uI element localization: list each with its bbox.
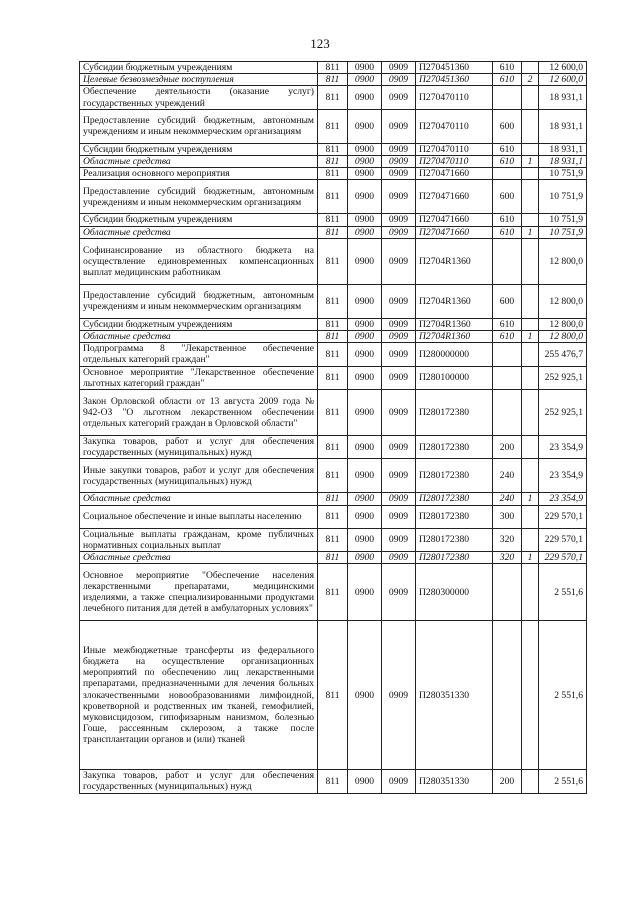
row-ministry-code: 811 [318,62,348,74]
row-funding-source [522,366,539,389]
row-subsection-code: 0909 [382,770,416,793]
row-section-code: 0900 [348,331,382,343]
row-target-article: П2704R1360 [416,238,493,284]
row-amount: 12 800,0 [539,318,587,330]
row-name: Реализация основного мероприятия [80,168,318,180]
table-row [80,564,587,621]
table-row [80,156,587,168]
row-funding-source [522,62,539,74]
row-ministry-code: 811 [318,770,348,793]
row-subsection-code: 0909 [382,284,416,318]
row-name: Областные средства [80,493,318,505]
row-expense-type [493,168,522,180]
row-target-article: П280351330 [416,770,493,793]
row-expense-type [493,564,522,621]
row-ministry-code: 811 [318,505,348,528]
row-subsection-code: 0909 [382,226,416,238]
row-amount: 2 551,6 [539,770,587,793]
row-amount: 12 800,0 [539,284,587,318]
row-expense-type [493,238,522,284]
row-name: Субсидии бюджетным учреждениям [80,214,318,226]
row-ministry-code: 811 [318,621,348,770]
row-target-article: П280172380 [416,390,493,436]
row-subsection-code: 0909 [382,180,416,214]
row-ministry-code: 811 [318,109,348,143]
table-row [80,109,587,143]
row-amount: 229 570,1 [539,552,587,564]
row-expense-type: 300 [493,505,522,528]
row-section-code: 0900 [348,62,382,74]
row-section-code: 0900 [348,528,382,551]
row-section-code: 0900 [348,214,382,226]
table-row [80,238,587,284]
row-name: Софинансирование из областного бюджета на осуществление единовременных компенсационных выплат медицинским работникам [80,238,318,284]
row-ministry-code: 811 [318,436,348,459]
row-amount: 10 751,9 [539,168,587,180]
row-ministry-code: 811 [318,390,348,436]
row-ministry-code: 811 [318,226,348,238]
row-section-code: 0900 [348,168,382,180]
table-row [80,168,587,180]
row-target-article: П280100000 [416,366,493,389]
row-target-article: П2704R1360 [416,318,493,330]
row-subsection-code: 0909 [382,528,416,551]
row-section-code: 0900 [348,343,382,366]
row-funding-source: 2 [522,74,539,86]
row-section-code: 0900 [348,143,382,155]
table-row [80,366,587,389]
row-amount: 252 925,1 [539,366,587,389]
row-section-code: 0900 [348,318,382,330]
row-target-article: П270451360 [416,74,493,86]
row-subsection-code: 0909 [382,109,416,143]
row-funding-source [522,318,539,330]
row-subsection-code: 0909 [382,564,416,621]
row-name: Закупка товаров, работ и услуг для обеспечения государственных (муниципальных) нужд [80,770,318,793]
row-ministry-code: 811 [318,493,348,505]
row-section-code: 0900 [348,390,382,436]
row-funding-source: 1 [522,552,539,564]
row-amount: 12 800,0 [539,238,587,284]
row-section-code: 0900 [348,74,382,86]
table-row [80,226,587,238]
row-target-article: П280172380 [416,493,493,505]
row-funding-source [522,459,539,493]
row-expense-type [493,366,522,389]
row-section-code: 0900 [348,505,382,528]
table-row [80,552,587,564]
row-amount: 252 925,1 [539,390,587,436]
row-funding-source [522,86,539,109]
row-name: Основное мероприятие "Обеспечение населения лекарственными препаратами, медицинскими изделиями, а также специализированными продуктами лечебного питания для детей в амбулаторных условиях" [80,564,318,621]
row-name: Обеспечение деятельности (оказание услуг) государственных учреждений [80,86,318,109]
row-funding-source [522,528,539,551]
row-expense-type: 320 [493,528,522,551]
row-expense-type [493,86,522,109]
row-expense-type: 610 [493,74,522,86]
row-subsection-code: 0909 [382,86,416,109]
row-amount: 18 931,1 [539,156,587,168]
page-number: 123 [310,36,330,51]
row-ministry-code: 811 [318,180,348,214]
table-row [80,390,587,436]
row-name: Закон Орловской области от 13 августа 2009 года № 942-ОЗ "О льготном лекарственном обеспечении отдельных категорий граждан в Орловской области" [80,390,318,436]
row-section-code: 0900 [348,156,382,168]
row-name: Областные средства [80,156,318,168]
row-subsection-code: 0909 [382,343,416,366]
row-funding-source [522,390,539,436]
row-amount: 18 931,1 [539,86,587,109]
row-ministry-code: 811 [318,214,348,226]
table-row [80,74,587,86]
row-name: Субсидии бюджетным учреждениям [80,318,318,330]
row-amount: 23 354,9 [539,459,587,493]
table-row [80,343,587,366]
row-ministry-code: 811 [318,156,348,168]
row-expense-type: 240 [493,459,522,493]
row-amount: 23 354,9 [539,436,587,459]
row-funding-source: 1 [522,331,539,343]
row-subsection-code: 0909 [382,238,416,284]
row-funding-source [522,238,539,284]
row-amount: 10 751,9 [539,214,587,226]
row-subsection-code: 0909 [382,366,416,389]
row-funding-source [522,214,539,226]
row-name: Иные закупки товаров, работ и услуг для обеспечения государственных (муниципальных) нужд [80,459,318,493]
row-expense-type: 610 [493,318,522,330]
row-target-article: П270471660 [416,226,493,238]
row-target-article: П270470110 [416,86,493,109]
row-expense-type: 610 [493,226,522,238]
row-funding-source [522,143,539,155]
row-expense-type [493,343,522,366]
row-target-article: П270470110 [416,109,493,143]
row-expense-type: 600 [493,284,522,318]
table-row [80,770,587,793]
row-funding-source [522,168,539,180]
row-amount: 12 600,0 [539,62,587,74]
row-subsection-code: 0909 [382,552,416,564]
row-funding-source [522,436,539,459]
row-ministry-code: 811 [318,74,348,86]
row-expense-type: 610 [493,156,522,168]
row-section-code: 0900 [348,493,382,505]
row-name: Закупка товаров, работ и услуг для обеспечения государственных (муниципальных) нужд [80,436,318,459]
row-expense-type: 600 [493,180,522,214]
row-target-article: П280300000 [416,564,493,621]
row-subsection-code: 0909 [382,621,416,770]
row-amount: 12 600,0 [539,74,587,86]
row-section-code: 0900 [348,621,382,770]
row-expense-type [493,390,522,436]
row-ministry-code: 811 [318,552,348,564]
row-funding-source [522,564,539,621]
row-ministry-code: 811 [318,143,348,155]
row-section-code: 0900 [348,552,382,564]
row-expense-type: 610 [493,331,522,343]
table-row [80,331,587,343]
table-row [80,62,587,74]
row-name: Социальные выплаты гражданам, кроме публичных нормативных социальных выплат [80,528,318,551]
table-row [80,505,587,528]
row-target-article: П280172380 [416,436,493,459]
table-row [80,459,587,493]
row-expense-type: 600 [493,109,522,143]
row-funding-source [522,343,539,366]
row-section-code: 0900 [348,436,382,459]
row-section-code: 0900 [348,284,382,318]
table-row [80,86,587,109]
row-subsection-code: 0909 [382,505,416,528]
row-amount: 229 570,1 [539,528,587,551]
row-funding-source [522,284,539,318]
row-ministry-code: 811 [318,331,348,343]
row-target-article: П270470110 [416,143,493,155]
row-target-article: П280172380 [416,552,493,564]
row-subsection-code: 0909 [382,168,416,180]
table-row [80,180,587,214]
row-name: Предоставление субсидий бюджетным, автономным учреждениям и иным некоммерческим организациям [80,180,318,214]
row-name: Целевые безвозмездные поступления [80,74,318,86]
table-row [80,493,587,505]
row-ministry-code: 811 [318,318,348,330]
row-section-code: 0900 [348,180,382,214]
row-funding-source [522,621,539,770]
table-row [80,284,587,318]
table-row [80,528,587,551]
row-name: Основное мероприятие "Лекарственное обеспечение льготных категорий граждан" [80,366,318,389]
row-subsection-code: 0909 [382,493,416,505]
row-name: Предоставление субсидий бюджетным, автономным учреждениям и иным некоммерческим организациям [80,109,318,143]
row-ministry-code: 811 [318,86,348,109]
row-ministry-code: 811 [318,343,348,366]
row-expense-type: 200 [493,770,522,793]
budget-table [79,61,587,794]
row-expense-type: 610 [493,143,522,155]
table-row [80,318,587,330]
row-ministry-code: 811 [318,366,348,389]
row-name: Субсидии бюджетным учреждениям [80,62,318,74]
row-expense-type: 200 [493,436,522,459]
row-amount: 23 354,9 [539,493,587,505]
row-target-article: П280172380 [416,459,493,493]
row-expense-type: 320 [493,552,522,564]
row-name: Предоставление субсидий бюджетным, автономным учреждениям и иным некоммерческим организациям [80,284,318,318]
row-ministry-code: 811 [318,238,348,284]
row-target-article: П280000000 [416,343,493,366]
row-section-code: 0900 [348,366,382,389]
row-amount: 10 751,9 [539,226,587,238]
row-subsection-code: 0909 [382,436,416,459]
row-amount: 18 931,1 [539,143,587,155]
row-subsection-code: 0909 [382,459,416,493]
row-funding-source [522,109,539,143]
row-target-article: П270471660 [416,168,493,180]
row-name: Субсидии бюджетным учреждениям [80,143,318,155]
table-row [80,436,587,459]
row-name: Иные межбюджетные трансферты из федерального бюджета на осуществление организационных мероприятий по обеспечению лиц лекарственными препаратами, предназначенными для лечения больных злокачественными новообразованиями лимфоидной, кроветворной и родственных им тканей, гемофилией, муковисцидозом, гипофизарным нанизмом, болезнью Гоше, рассеянным склерозом, а также после трансплантации органов и (или) тканей [80,621,318,770]
row-target-article: П270451360 [416,62,493,74]
row-section-code: 0900 [348,770,382,793]
row-subsection-code: 0909 [382,390,416,436]
row-section-code: 0900 [348,86,382,109]
row-ministry-code: 811 [318,459,348,493]
row-name: Социальное обеспечение и иные выплаты населению [80,505,318,528]
row-expense-type: 240 [493,493,522,505]
row-expense-type [493,621,522,770]
row-subsection-code: 0909 [382,74,416,86]
row-amount: 2 551,6 [539,564,587,621]
row-subsection-code: 0909 [382,156,416,168]
row-amount: 255 476,7 [539,343,587,366]
row-subsection-code: 0909 [382,214,416,226]
row-ministry-code: 811 [318,168,348,180]
row-section-code: 0900 [348,564,382,621]
row-funding-source [522,180,539,214]
row-expense-type: 610 [493,214,522,226]
row-section-code: 0900 [348,109,382,143]
row-funding-source [522,505,539,528]
row-name: Областные средства [80,226,318,238]
row-subsection-code: 0909 [382,143,416,155]
row-target-article: П270471660 [416,180,493,214]
row-expense-type: 610 [493,62,522,74]
row-target-article: П270471660 [416,214,493,226]
row-name: Областные средства [80,552,318,564]
table-row [80,621,587,770]
row-subsection-code: 0909 [382,62,416,74]
row-amount: 229 570,1 [539,505,587,528]
row-section-code: 0900 [348,238,382,284]
row-funding-source: 1 [522,226,539,238]
row-section-code: 0900 [348,459,382,493]
row-target-article: П280172380 [416,505,493,528]
row-target-article: П2704R1360 [416,284,493,318]
row-funding-source [522,770,539,793]
row-amount: 10 751,9 [539,180,587,214]
table-row [80,214,587,226]
row-section-code: 0900 [348,226,382,238]
row-target-article: П2704R1360 [416,331,493,343]
row-ministry-code: 811 [318,528,348,551]
row-funding-source: 1 [522,156,539,168]
row-subsection-code: 0909 [382,331,416,343]
row-ministry-code: 811 [318,564,348,621]
row-ministry-code: 811 [318,284,348,318]
row-funding-source: 1 [522,493,539,505]
row-name: Подпрограмма 8 "Лекарственное обеспечение отдельных категорий граждан" [80,343,318,366]
row-subsection-code: 0909 [382,318,416,330]
row-target-article: П270470110 [416,156,493,168]
row-amount: 18 931,1 [539,109,587,143]
budget-table-body [80,62,587,794]
row-name: Областные средства [80,331,318,343]
row-target-article: П280351330 [416,621,493,770]
row-target-article: П280172380 [416,528,493,551]
row-amount: 2 551,6 [539,621,587,770]
table-row [80,143,587,155]
row-amount: 12 800,0 [539,331,587,343]
